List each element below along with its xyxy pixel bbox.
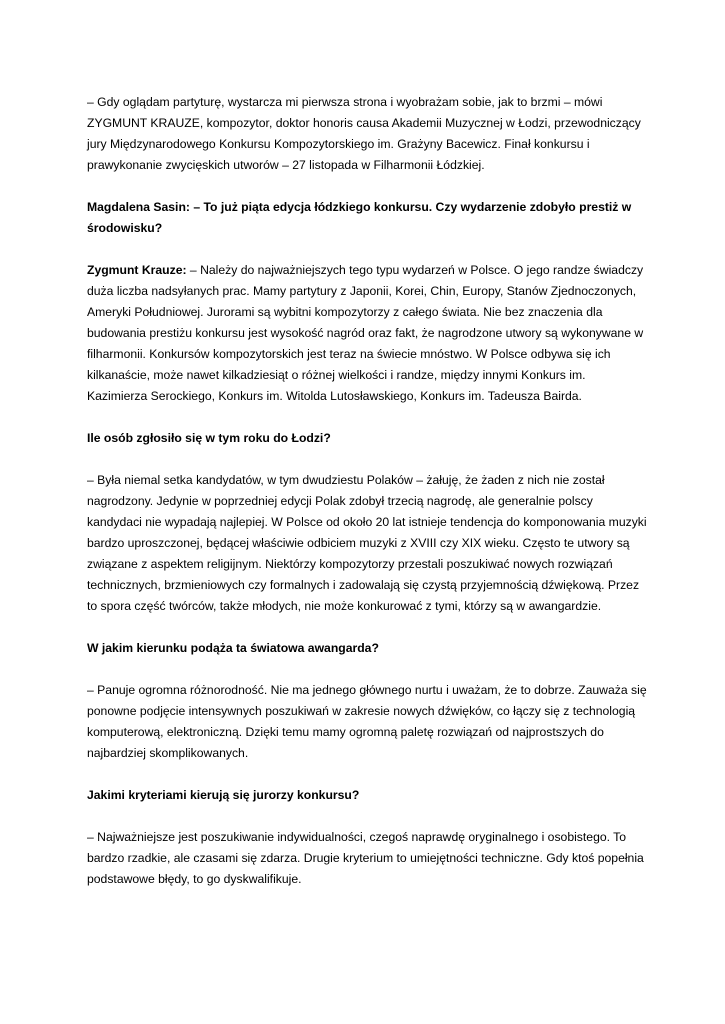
answer-1-text: – Należy do najważniejszych tego typu wydarzeń w Polsce. O jego randze świadczy duża liczba nadsyłanych prac. Mamy partytury z Japonii, Korei, Chin, Europy, Stanów Zjednoczonych, Ameryki Południowej. Jurorami są wybitni kompozytorzy z całego świata. Nie bez znaczenia dla budowania prestiżu konkursu jest wysokość nagród oraz fakt, że nagrodzone utwory są wykonywane w filharmonii. Konkursów kompozytorskich jest teraz na świecie mnóstwo. W Polsce odbywa się ich kilkanaście, może nawet kilkadziesiąt o różnej wielkości i randze, między innymi Konkurs im. Kazimierza Serockiego, Konkurs im. Witolda Lutosławskiego, Konkurs im. Tadeusza Bairda.	[87, 263, 644, 403]
answer-2: – Była niemal setka kandydatów, w tym dwudziestu Polaków – żałuję, że żaden z nich nie został nagrodzony. Jedynie w poprzedniej edycji Polak zdobył trzecią nagrodę, ale generalnie polscy kandydaci nie wypadają najlepiej. W Polsce od około 20 lat istnieje tendencja do komponowania muzyki bardzo uproszczonej, będącej właściwie odbiciem muzyki z XVIII czy XIX wieku. Często te utwory są związane z aspektem religijnym. Niektórzy kompozytorzy przestali poszukiwać nowych rozwiązań technicznych, brzmieniowych czy formalnych i zadowalają się czystą przyjemnością dźwiękową. Przez to spora część twórców, także młodych, nie może konkurować z tymi, którzy są w awangardzie.	[87, 473, 647, 613]
question-3: W jakim kierunku podąża ta światowa awangarda?	[87, 641, 379, 655]
question-1: Magdalena Sasin: – To już piąta edycja łódzkiego konkursu. Czy wydarzenie zdobyło prestiż w środowisku?	[87, 200, 632, 235]
answer-1	[87, 260, 647, 407]
intro-paragraph: – Gdy oglądam partyturę, wystarcza mi pierwsza strona i wyobrażam sobie, jak to brzmi – mówi ZYGMUNT KRAUZE, kompozytor, doktor honoris causa Akademii Muzycznej w Łodzi, przewodniczący jury Międzynarodowego Konkursu Kompozytorskiego im. Grażyny Bacewicz. Finał konkursu i prawykonanie zwycięskich utworów – 27 listopada w Filharmonii Łódzkiej.	[87, 95, 641, 172]
question-2: Ile osób zgłosiło się w tym roku do Łodzi?	[87, 431, 331, 445]
answer-3: – Panuje ogromna różnorodność. Nie ma jednego głównego nurtu i uważam, że to dobrze. Zauważa się ponowne podjęcie intensywnych poszukiwań w zakresie nowych dźwięków, co łączy się z technologią komputerową, elektroniczną. Dzięki temu mamy ogromną paletę rozwiązań od najprostszych do najbardziej skomplikowanych.	[87, 683, 647, 760]
answer-1-speaker: Zygmunt Krauze:	[87, 263, 187, 277]
answer-4: – Najważniejsze jest poszukiwanie indywidualności, czegoś naprawdę oryginalnego i osobistego. To bardzo rzadkie, ale czasami się zdarza. Drugie kryterium to umiejętności techniczne. Gdy ktoś popełnia podstawowe błędy, to go dyskwalifikuje.	[87, 830, 644, 886]
question-4: Jakimi kryteriami kierują się jurorzy konkursu?	[87, 788, 360, 802]
document-page	[87, 92, 647, 911]
